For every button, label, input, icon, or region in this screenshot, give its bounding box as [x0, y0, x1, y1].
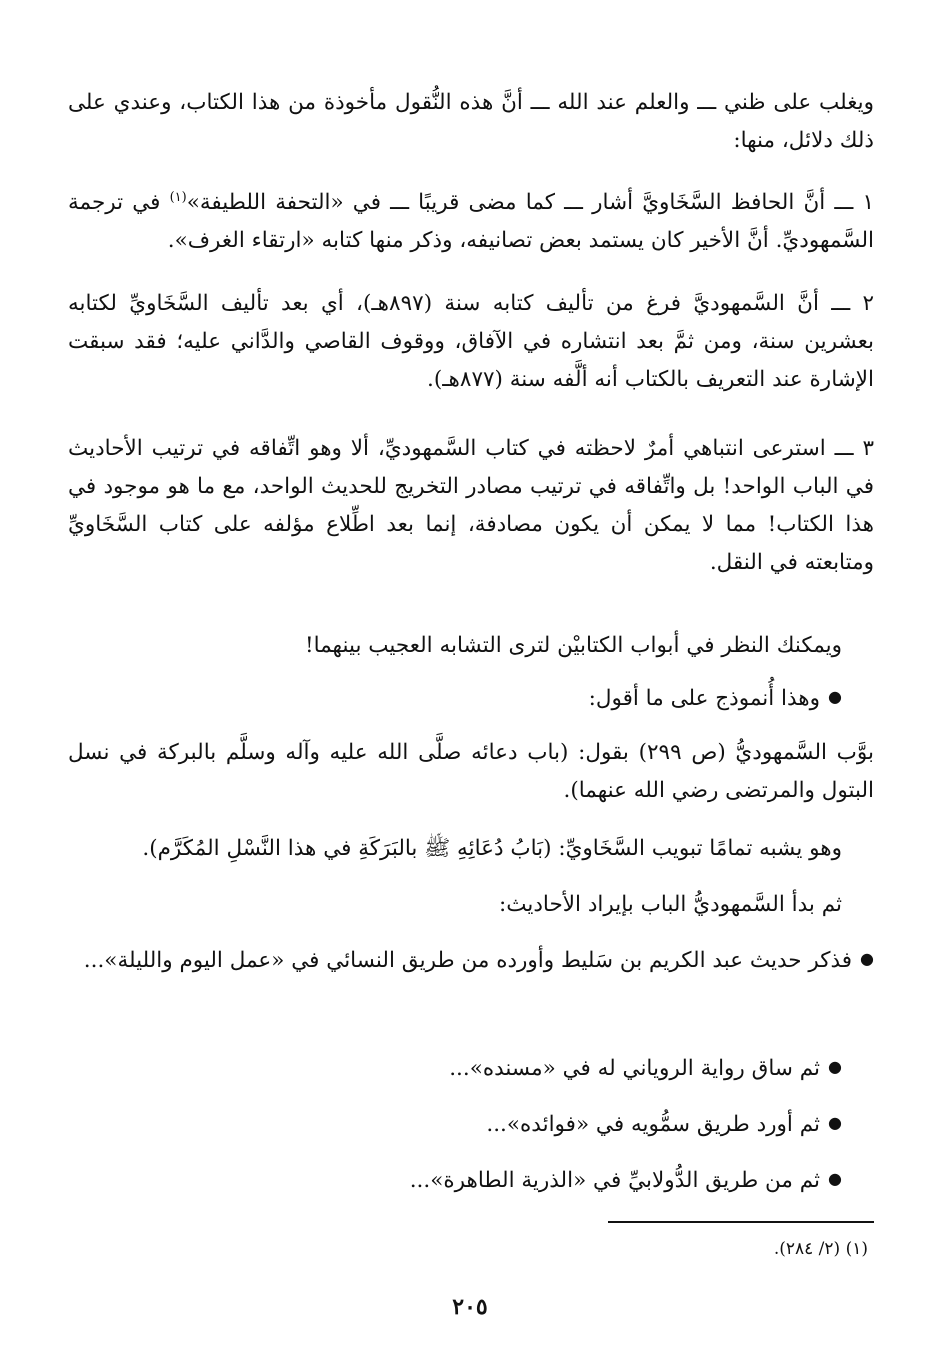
bullet-icon: ● — [860, 949, 874, 968]
footnote: (١) (٢/ ٢٨٤). — [773, 1239, 868, 1259]
bullet-icon: ● — [828, 687, 842, 706]
bullet-ruyani-text: ثم ساق رواية الروياني له في «مسنده»... — [449, 1056, 821, 1081]
page-number: ٢٠٥ — [452, 1294, 488, 1320]
footnote-divider — [608, 1221, 874, 1223]
bullet-dulabi-text: ثم من طريق الدُّولابيِّ في «الذرية الطاهرة»... — [409, 1168, 821, 1193]
paragraph-point-3-text: ٣ ـــ استرعى انتباهي أمرٌ لاحظته في كتاب السَّمهوديِّ، ألا وهو اتِّفاقه في ترتيب الأحاديث في الباب الواحد! بل واتِّفاقه في ترتيب مصادر التخريج للحديث الواحد، مع ما هو موجود في هذا الكتاب! مما لا يمكن أن يكون مصادفة، إنما بعد اطِّلاع مؤلفه على كتاب السَّخَاويِّ ومتابعته في النقل. — [68, 436, 874, 575]
bullet-first-hadith — [68, 942, 874, 980]
bullet-icon: ● — [828, 1169, 842, 1188]
bullet-example-intro — [68, 680, 842, 718]
bullet-first-hadith-text: فذكر حديث عبد الكريم بن سَليط وأورده من طريق النسائي في «عمل اليوم والليلة»... — [83, 948, 853, 973]
bullet-example-intro-text: وهذا أُنموذج على ما أقول: — [588, 686, 821, 711]
paragraph-samhudi-chapter-text: بوَّب السَّمهوديُّ (ص ٢٩٩) بقول: (باب دعائه صلَّى الله عليه وآله وسلَّم بالبركة في نسل البتول والمرتضى رضي الله عنهما). — [68, 740, 874, 803]
footnote-reference: (١) — [169, 189, 187, 205]
paragraph-sakhawi-chapter-text: وهو يشبه تمامًا تبويب السَّخَاويِّ: (بَابُ دُعَائِهِ ﷺ بالبَرَكَةِ في هذا النَّسْلِ المُكَرَّم). — [142, 836, 842, 861]
paragraph-compare-text: ويمكنك النظر في أبواب الكتابيْن لترى التشابه العجيب بينهما! — [304, 633, 842, 658]
paragraph-point-2 — [68, 285, 874, 399]
paragraph-point-1-rest: في ترجمة السَّمهوديِّ. أنَّ الأخير كان يستمد بعض تصانيفه، وذكر منها كتابه «ارتقاء الغرف». — [68, 190, 874, 253]
paragraph-point-2-text: ٢ ـــ أنَّ السَّمهوديَّ فرغ من تأليف كتابه سنة (٨٩٧هـ)، أي بعد تأليف السَّخَاويِّ لكتابه بعشرين سنة، ومن ثمَّ بعد انتشاره في الآفاق، ووقوف القاصي والدَّاني عليه؛ فقد سبقت الإشارة عند التعريف بالكتاب أنه ألَّفه سنة (٨٧٧هـ). — [68, 291, 874, 392]
bullet-sammuyah — [68, 1106, 842, 1144]
paragraph-samhudi-chapter — [68, 734, 874, 810]
paragraph-point-3 — [68, 430, 874, 582]
bullet-icon: ● — [828, 1113, 842, 1132]
paragraph-hadith-start — [68, 886, 842, 924]
paragraph-compare — [68, 627, 842, 665]
paragraph-point-1 — [68, 184, 874, 260]
bullet-icon: ● — [828, 1057, 842, 1076]
bullet-sammuyah-text: ثم أورد طريق سمُّويه في «فوائده»... — [486, 1112, 821, 1137]
bullet-dulabi — [68, 1162, 842, 1200]
paragraph-intro — [68, 84, 874, 160]
bullet-ruyani — [68, 1050, 842, 1088]
paragraph-intro-text: ويغلب على ظني ـــ والعلم عند الله ـــ أنَّ هذه النُّقول مأخوذة من هذا الكتاب، وعندي على ذلك دلائل، منها: — [68, 90, 874, 153]
paragraph-sakhawi-chapter — [68, 830, 842, 868]
paragraph-point-1-text: ١ ـــ أنَّ الحافظ السَّخَاويَّ أشار ـــ كما مضى قريبًا ـــ في «التحفة اللطيفة» — [186, 190, 874, 215]
paragraph-hadith-start-text: ثم بدأ السَّمهوديُّ الباب بإيراد الأحاديث: — [499, 892, 842, 917]
